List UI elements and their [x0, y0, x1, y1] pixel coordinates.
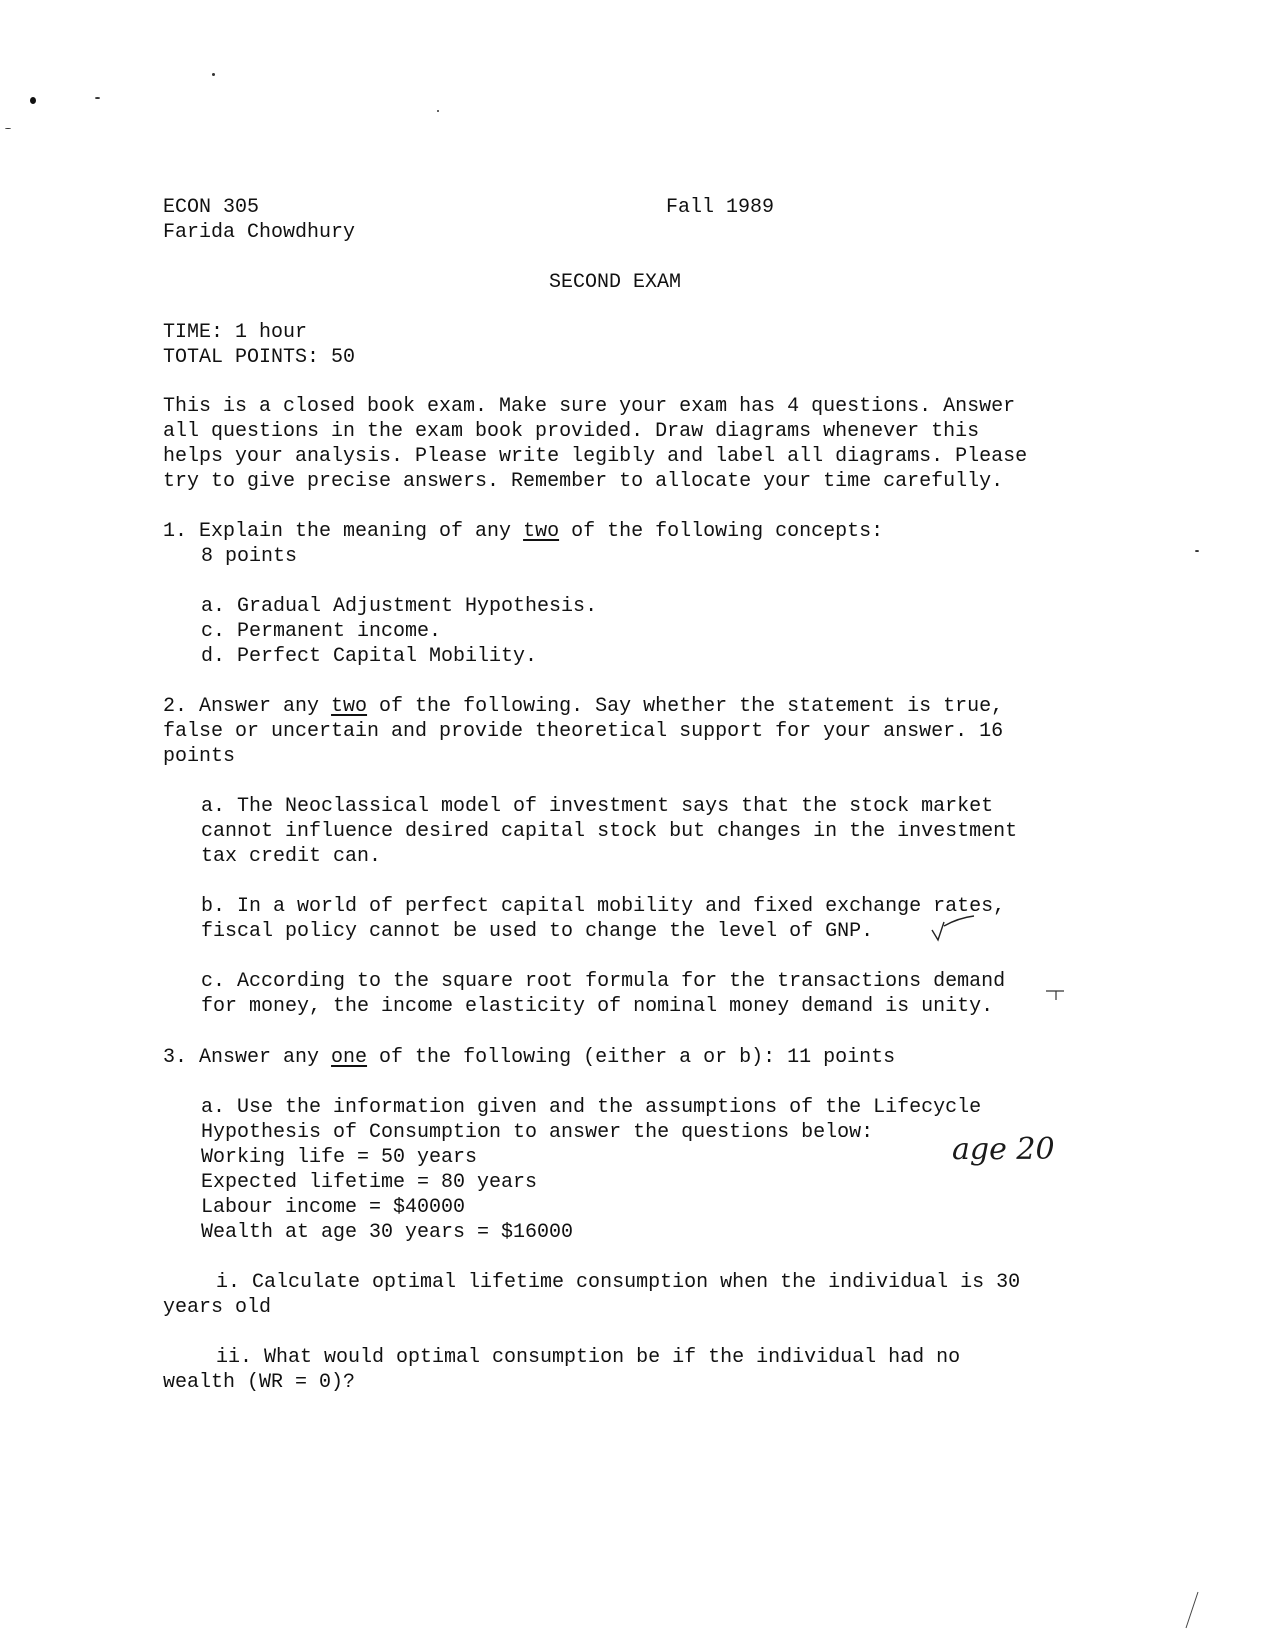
question-1-prompt	[163, 520, 883, 545]
instructor-name: Farida Chowdhury	[163, 221, 356, 244]
term: Fall 1989	[666, 196, 775, 219]
question-2c-line: for money, the income elasticity of nominal money demand is unity.	[201, 995, 994, 1018]
question-3a-ii-line: ii. What would optimal consumption be if the individual had no	[216, 1346, 961, 1369]
time-limit: TIME: 1 hour	[163, 321, 308, 344]
handwritten-note: age 20	[952, 1132, 1055, 1167]
question-2a-line: cannot influence desired capital stock but changes in the investment	[201, 820, 1018, 843]
question-3a-i-line: i. Calculate optimal lifetime consumption when the individual is 30	[216, 1271, 1021, 1294]
question-2-pre: 2. Answer any	[163, 695, 332, 718]
question-3a-line: a. Use the information given and the assumptions of the Lifecycle	[201, 1096, 982, 1119]
question-1-emphasis: two	[523, 520, 560, 543]
question-3-prompt	[163, 1046, 895, 1071]
question-3a-i-line: years old	[163, 1296, 272, 1319]
question-2-prompt	[163, 695, 1003, 720]
question-2b-line: fiscal policy cannot be used to change the level of GNP.	[201, 920, 874, 943]
instructions-line: all questions in the exam book provided. Draw diagrams whenever this	[163, 420, 980, 443]
instructions-line: try to give precise answers. Remember to allocate your time carefully.	[163, 470, 1004, 493]
scan-speck	[212, 73, 215, 76]
question-2-line: false or uncertain and provide theoretical support for your answer. 16	[163, 720, 1004, 743]
question-3a-line: Hypothesis of Consumption to answer the questions below:	[201, 1121, 874, 1144]
scan-speck	[5, 128, 11, 129]
exam-title: SECOND EXAM	[549, 271, 682, 294]
question-2a-line: a. The Neoclassical model of investment says that the stock market	[201, 795, 994, 818]
question-2a-line: tax credit can.	[201, 845, 382, 868]
scan-speck	[437, 110, 439, 112]
question-3-emphasis: one	[331, 1046, 368, 1069]
scan-speck	[30, 97, 36, 104]
scan-speck	[95, 97, 100, 99]
question-3-post: of the following (either a or b): 11 points	[367, 1046, 896, 1069]
instructions-line: This is a closed book exam. Make sure your exam has 4 questions. Answer	[163, 395, 1016, 418]
question-2-post: of the following. Say whether the statement is true,	[367, 695, 1004, 718]
question-1-item-d: d. Perfect Capital Mobility.	[201, 645, 538, 668]
question-3a-line: Working life = 50 years	[201, 1146, 478, 1169]
question-2-line: points	[163, 745, 236, 768]
course-code: ECON 305	[163, 196, 260, 219]
check-mark-icon	[930, 912, 980, 946]
pencil-mark-icon	[1044, 988, 1068, 1004]
question-3-pre: 3. Answer any	[163, 1046, 332, 1069]
question-3a-line: Wealth at age 30 years = $16000	[201, 1221, 574, 1244]
margin-stroke-icon	[1182, 1590, 1202, 1630]
question-2-emphasis: two	[331, 695, 368, 718]
total-points: TOTAL POINTS: 50	[163, 346, 356, 369]
question-1-item-a: a. Gradual Adjustment Hypothesis.	[201, 595, 598, 618]
question-1-post: of the following concepts:	[559, 520, 884, 543]
question-1-pre: 1. Explain the meaning of any	[163, 520, 524, 543]
scan-speck	[1195, 550, 1199, 552]
question-3a-line: Expected lifetime = 80 years	[201, 1171, 538, 1194]
question-1-item-c: c. Permanent income.	[201, 620, 442, 643]
question-2c-line: c. According to the square root formula for the transactions demand	[201, 970, 1006, 993]
question-3a-line: Labour income = $40000	[201, 1196, 466, 1219]
question-2b-line: b. In a world of perfect capital mobility and fixed exchange rates,	[201, 895, 1006, 918]
question-1-points: 8 points	[201, 545, 298, 568]
instructions-line: helps your analysis. Please write legibly and label all diagrams. Please	[163, 445, 1028, 468]
question-3a-ii-line: wealth (WR = 0)?	[163, 1371, 356, 1394]
